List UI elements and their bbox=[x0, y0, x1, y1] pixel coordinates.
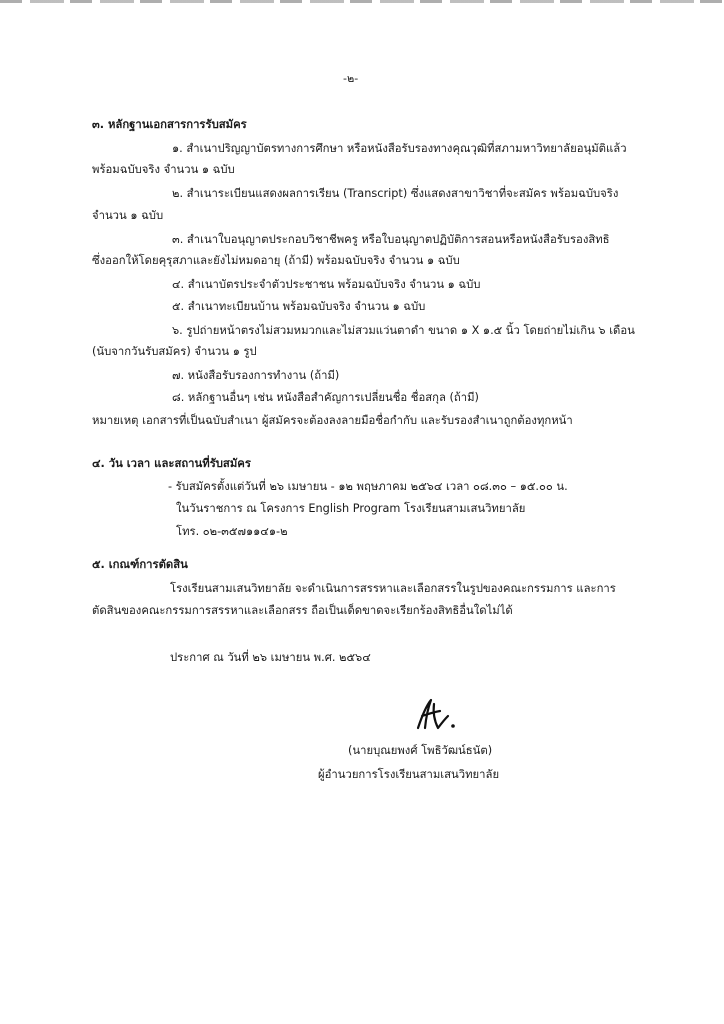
signatory-position: ผู้อำนวยการโรงเรียนสามเสนวิทยาลัย bbox=[318, 768, 500, 781]
announcement-date: ประกาศ ณ วันที่ ๒๖ เมษายน พ.ศ. ๒๕๖๔ bbox=[170, 651, 371, 664]
section3-item-6-cont: (นับจากวันรับสมัคร) จำนวน ๑ รูป bbox=[92, 345, 257, 358]
section5-line-2: ตัดสินของคณะกรรมการสรรหาและเลือกสรร ถือเป็นเด็ดขาดจะเรียกร้องสิทธิอื่นใดไม่ได้ bbox=[92, 604, 513, 617]
section3-item-2: ๒. สำเนาระเบียนแสดงผลการเรียน (Transcript) ซึ่งแสดงสาขาวิชาที่จะสมัคร พร้อมฉบับจริง bbox=[172, 187, 619, 200]
handwritten-signature bbox=[404, 694, 464, 736]
section4-line-3: โทร. ๐๒-๓๕๗๑๑๔๑-๒ bbox=[176, 525, 288, 538]
section3-note: หมายเหตุ เอกสารที่เป็นฉบับสำเนา ผู้สมัครจะต้องลงลายมือชื่อกำกับ และรับรองสำเนาถูกต้องทุกหน้า bbox=[92, 414, 573, 427]
section4-line-2: ในวันราชการ ณ โครงการ English Program โรงเรียนสามเสนวิทยาลัย bbox=[176, 502, 526, 515]
section4-heading: ๔. วัน เวลา และสถานที่รับสมัคร bbox=[92, 457, 251, 470]
section3-item-3-cont: ซึ่งออกให้โดยคุรุสภาและยังไม่หมดอายุ (ถ้ามี) พร้อมฉบับจริง จำนวน ๑ ฉบับ bbox=[92, 254, 460, 267]
section3-item-2-cont: จำนวน ๑ ฉบับ bbox=[92, 209, 164, 222]
section3-item-5: ๕. สำเนาทะเบียนบ้าน พร้อมฉบับจริง จำนวน ๑ ฉบับ bbox=[172, 300, 426, 313]
section3-item-8: ๘. หลักฐานอื่นๆ เช่น หนังสือสำคัญการเปลี่ยนชื่อ ชื่อสกุล (ถ้ามี) bbox=[172, 391, 479, 404]
section3-heading: ๓. หลักฐานเอกสารการรับสมัคร bbox=[92, 118, 247, 131]
section3-item-4: ๔. สำเนาบัตรประจำตัวประชาชน พร้อมฉบับจริง จำนวน ๑ ฉบับ bbox=[172, 278, 481, 291]
page-number: -๒- bbox=[343, 72, 359, 85]
section3-item-1: ๑. สำเนาปริญญาบัตรทางการศึกษา หรือหนังสือรับรองทางคุณวุฒิที่สภามหาวิทยาลัยอนุมัติแล้ว bbox=[172, 142, 627, 155]
scan-top-edge bbox=[0, 0, 724, 3]
section3-item-6: ๖. รูปถ่ายหน้าตรงไม่สวมหมวกและไม่สวมแว่นตาดำ ขนาด ๑ X ๑.๕ นิ้ว โดยถ่ายไม่เกิน ๖ เดือน bbox=[172, 324, 635, 337]
signatory-name: (นายบุณยพงศ์ โพธิวัฒน์ธนัต) bbox=[348, 744, 493, 757]
section3-item-1-cont: พร้อมฉบับจริง จำนวน ๑ ฉบับ bbox=[92, 163, 235, 176]
section5-heading: ๕. เกณฑ์การตัดสิน bbox=[92, 558, 188, 571]
section4-line-1: - รับสมัครตั้งแต่วันที่ ๒๖ เมษายน - ๑๒ พฤษภาคม ๒๕๖๔ เวลา ๐๘.๓๐ – ๑๕.๐๐ น. bbox=[168, 480, 568, 493]
section3-item-3: ๓. สำเนาใบอนุญาตประกอบวิชาชีพครู หรือใบอนุญาตปฏิบัติการสอนหรือหนังสือรับรองสิทธิ bbox=[172, 233, 610, 246]
section3-item-7: ๗. หนังสือรับรองการทำงาน (ถ้ามี) bbox=[172, 369, 340, 382]
section5-line-1: โรงเรียนสามเสนวิทยาลัย จะดำเนินการสรรหาและเลือกสรรในรูปของคณะกรรมการ และการ bbox=[170, 582, 616, 595]
